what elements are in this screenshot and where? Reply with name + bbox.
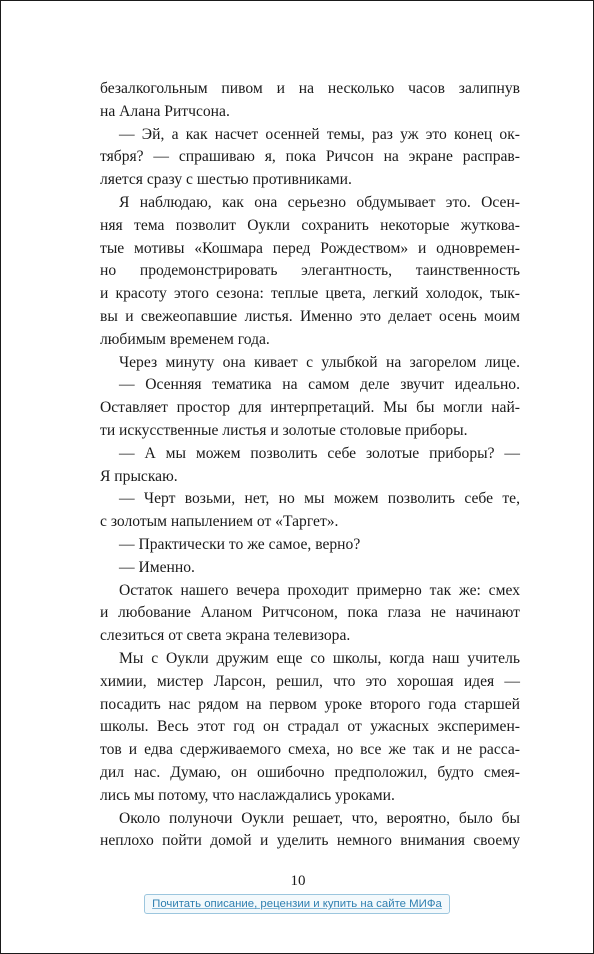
text-line: — Эй, а как насчет осенней темы, раз уж это конец ок- bbox=[119, 125, 520, 143]
text-line: с золотым напылением от «Таргет». bbox=[100, 513, 339, 531]
page-body-text bbox=[100, 78, 520, 853]
text-line: Остаток нашего вечера проходит примерно так же: смех bbox=[119, 581, 520, 599]
text-line: Оставляет простор для интерпретаций. Мы бы могли най- bbox=[100, 399, 520, 417]
page-number: 10 bbox=[290, 873, 306, 889]
text-line: — Осенняя тематика на самом деле звучит идеально. bbox=[119, 376, 520, 394]
text-line: Через минуту она кивает с улыбкой на загорелом лице. bbox=[119, 353, 520, 371]
text-line: неплохо пойти домой и уделить немного внимания своему bbox=[100, 832, 520, 850]
text-line: химии, мистер Ларсон, решил, что это хорошая идея — bbox=[100, 672, 520, 690]
text-line: Около полуночи Оукли решает, что, вероятно, было бы bbox=[119, 809, 520, 827]
text-line: безалкогольным пивом и на несколько часов залипнув bbox=[100, 80, 520, 97]
text-line: няя тема позволит Оукли сохранить некоторые жуткова- bbox=[100, 216, 520, 234]
text-line: Мы с Оукли дружим еще со школы, когда наш учитель bbox=[119, 649, 520, 667]
text-line: слезиться от света экрана телевизора. bbox=[100, 627, 351, 645]
text-line: ляется сразу с шестью противниками. bbox=[100, 171, 352, 189]
text-line: любимым временем года. bbox=[100, 330, 270, 348]
text-line: — Практически то же самое, верно? bbox=[119, 535, 361, 553]
text-line: тября? — спрашиваю я, пока Ричсон на экране расправ- bbox=[100, 148, 520, 166]
text-line: вы и свежеопавшие листья. Именно это делает осень моим bbox=[100, 307, 520, 325]
text-line: — А мы можем позволить себе золотые приборы? — bbox=[119, 444, 520, 462]
text-line: школы. Весь этот год он страдал от ужасных эксперимен- bbox=[100, 718, 520, 736]
text-line: посадить нас рядом на первом уроке второго года старшей bbox=[100, 695, 520, 713]
text-line: тов и едва сдерживаемого смеха, но все же так и не расса- bbox=[100, 741, 520, 759]
text-line: тые мотивы «Кошмара перед Рождеством» и одновремен- bbox=[100, 239, 520, 257]
buy-on-mif-link[interactable]: Почитать описание, рецензии и купить на сайте МИФа bbox=[144, 894, 450, 914]
text-line: дил нас. Думаю, он ошибочно предположил, будто смея- bbox=[100, 763, 520, 781]
text-line: — Черт возьми, нет, но мы можем позволить себе те, bbox=[119, 490, 520, 508]
text-line: на Алана Ритчсона. bbox=[100, 102, 230, 120]
text-line: но продемонстрировать элегантность, таинственность bbox=[100, 262, 520, 280]
text-line: лись мы потому, что наслаждались уроками. bbox=[100, 786, 395, 804]
text-line: Я наблюдаю, как она серьезно обдумывает это. Осен- bbox=[119, 193, 520, 211]
text-line: и любование Аланом Ритчсоном, пока глаза не начинают bbox=[100, 604, 520, 622]
text-line: ти искусственные листья и золотые столовые приборы. bbox=[100, 421, 468, 439]
text-line: Я прыскаю. bbox=[100, 467, 178, 485]
text-line: и красоту этого сезона: теплые цвета, легкий холодок, тык- bbox=[100, 285, 520, 303]
text-line: — Именно. bbox=[119, 558, 195, 576]
